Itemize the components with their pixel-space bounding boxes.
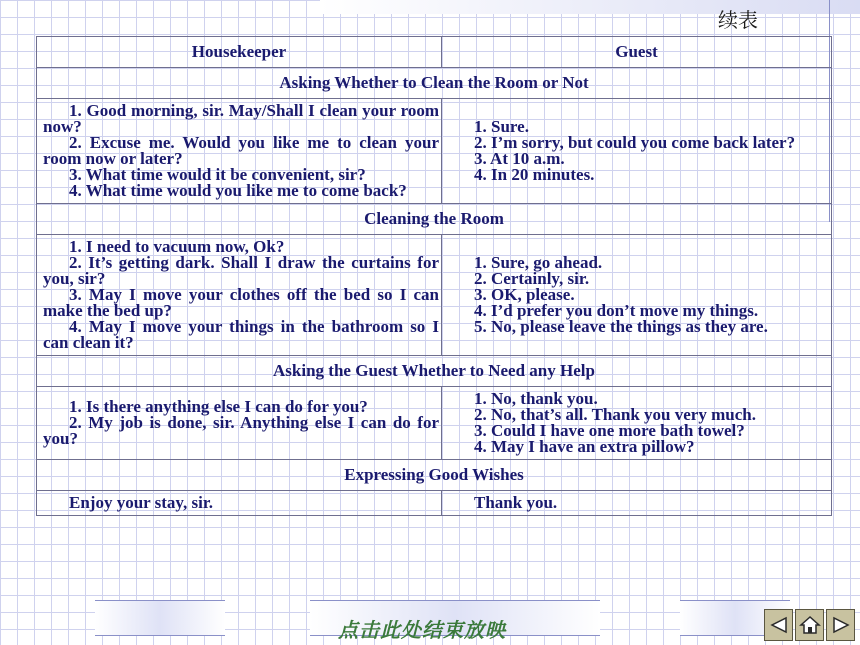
guest-lines-cell xyxy=(442,491,832,516)
housekeeper-line: 1. Is there anything else I can do for you? xyxy=(69,397,368,416)
guest-lines-cell xyxy=(442,99,832,204)
next-arrow-icon xyxy=(831,615,851,635)
guest-line: 2. Certainly, sir. xyxy=(474,269,590,288)
housekeeper-lines-cell xyxy=(37,99,442,204)
section-title-row xyxy=(37,356,832,387)
housekeeper-line: Enjoy your stay, sir. xyxy=(69,493,214,512)
slide-nav xyxy=(764,609,857,641)
home-icon xyxy=(799,615,821,635)
section-title: Cleaning the Room xyxy=(37,204,832,235)
housekeeper-line: 2. It’s getting dark. Shall I draw the curtains for you, sir? xyxy=(43,253,439,288)
housekeeper-lines-cell xyxy=(37,491,442,516)
section-title-row xyxy=(37,68,832,99)
prev-arrow-icon xyxy=(769,615,789,635)
housekeeper-line: 1. I need to vacuum now, Ok? xyxy=(69,237,285,256)
guest-lines-cell xyxy=(442,387,832,460)
guest-line: 5. No, please leave the things as they are. xyxy=(474,317,768,336)
guest-lines-cell xyxy=(442,235,832,356)
dialogue-row xyxy=(37,387,832,460)
housekeeper-line: 2. My job is done, sir. Anything else I can do for you? xyxy=(43,413,439,448)
dialogue-table xyxy=(36,36,832,516)
guest-line: 3. Could I have one more bath towel? xyxy=(474,421,745,440)
guest-line: 4. I’d prefer you don’t move my things. xyxy=(474,301,759,320)
header-guest: Guest xyxy=(442,37,832,68)
guest-line: 2. No, that’s all. Thank you very much. xyxy=(474,405,756,424)
prev-slide-button[interactable] xyxy=(764,609,793,641)
housekeeper-line: 3. What time would it be convenient, sir? xyxy=(69,165,366,184)
housekeeper-line: 4. May I move your things in the bathroom so I can clean it? xyxy=(43,317,439,352)
dialogue-row xyxy=(37,99,832,204)
guest-line: 4. In 20 minutes. xyxy=(474,165,595,184)
guest-line: 1. Sure, go ahead. xyxy=(474,253,603,272)
dialogue-row xyxy=(37,235,832,356)
housekeeper-line: 1. Good morning, sir. May/Shall I clean your room now? xyxy=(43,101,439,136)
continued-label: 续表 xyxy=(718,8,758,32)
dialogue-row xyxy=(37,491,832,516)
housekeeper-lines-cell xyxy=(37,235,442,356)
end-show-link[interactable]: 点击此处结束放映 xyxy=(338,618,506,642)
top-decor-band xyxy=(320,0,860,14)
guest-line: 3. OK, please. xyxy=(474,285,575,304)
home-button[interactable] xyxy=(795,609,824,641)
guest-line: 4. May I have an extra pillow? xyxy=(474,437,695,456)
housekeeper-line: 3. May I move your clothes off the bed so I can make the bed up? xyxy=(43,285,439,320)
guest-line: Thank you. xyxy=(474,493,558,512)
housekeeper-line: 4. What time would you like me to come back? xyxy=(69,181,407,200)
next-slide-button[interactable] xyxy=(826,609,855,641)
housekeeper-lines-cell xyxy=(37,387,442,460)
section-title: Asking Whether to Clean the Room or Not xyxy=(37,68,832,99)
guest-line: 2. I’m sorry, but could you come back later? xyxy=(474,133,796,152)
guest-line: 1. Sure. xyxy=(474,117,529,136)
section-title: Asking the Guest Whether to Need any Help xyxy=(37,356,832,387)
housekeeper-line: 2. Excuse me. Would you like me to clean your room now or later? xyxy=(43,133,439,168)
table-header-row xyxy=(37,37,832,68)
section-title-row xyxy=(37,204,832,235)
section-title: Expressing Good Wishes xyxy=(37,460,832,491)
guest-line: 1. No, thank you. xyxy=(474,389,598,408)
section-title-row xyxy=(37,460,832,491)
header-housekeeper: Housekeeper xyxy=(37,37,442,68)
guest-line: 3. At 10 a.m. xyxy=(474,149,565,168)
bottom-decor-bar xyxy=(95,600,225,636)
